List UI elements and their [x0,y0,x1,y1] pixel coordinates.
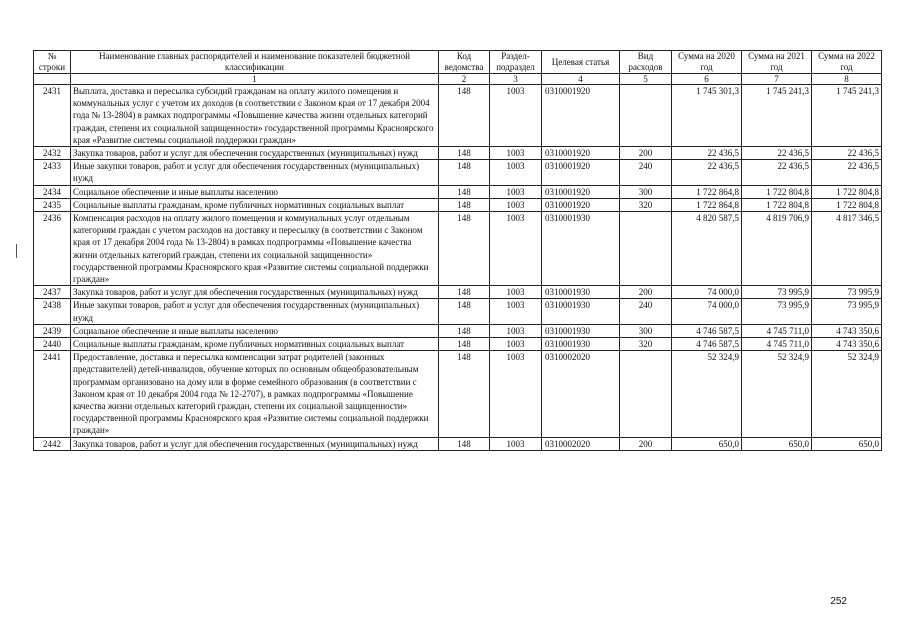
row-dept-code: 148 [439,160,490,185]
row-dept-code: 148 [439,437,490,450]
column-number: 6 [672,74,742,85]
table-row [34,351,882,437]
row-sum-2022: 22 436,5 [812,147,882,160]
row-number: 2436 [34,212,71,286]
row-dept-code: 148 [439,147,490,160]
budget-table [33,50,882,451]
row-sum-2022: 650,0 [812,437,882,450]
row-target-code: 0310001920 [542,198,620,211]
column-number: 5 [620,74,672,85]
row-expense-type [620,351,672,437]
table-row [34,212,882,286]
row-sum-2022: 1 722 804,8 [812,198,882,211]
row-sum-2021: 73 995,9 [742,299,812,324]
row-dept-code: 148 [439,324,490,337]
row-sum-2022: 4 743 350,6 [812,338,882,351]
row-target-code: 0310002020 [542,437,620,450]
row-target-code: 0310002020 [542,351,620,437]
column-number: 3 [490,74,542,85]
row-section-code: 1003 [490,286,542,299]
row-sum-2020: 1 722 864,8 [672,185,742,198]
column-number [34,74,71,85]
row-sum-2021: 4 745 711,0 [742,324,812,337]
header-sum-2020: Сумма на 2020 год [672,51,742,74]
row-sum-2021: 52 324,9 [742,351,812,437]
row-section-code: 1003 [490,198,542,211]
row-sum-2022: 22 436,5 [812,160,882,185]
row-section-code: 1003 [490,324,542,337]
row-expense-type: 300 [620,185,672,198]
row-dept-code: 148 [439,212,490,286]
column-number: 4 [542,74,620,85]
row-name: Иные закупки товаров, работ и услуг для обеспечения государственных (муниципальных) нужд [71,299,439,324]
row-name: Компенсация расходов на оплату жилого помещения и коммунальных услуг отдельным категориям граждан с учетом расходов на доставку и пересылку (в соответствии с Законом края от 17 декабря 2004 года № 13-2804) в рамках подпрограммы «Повышение качества жизни отдельных категорий граждан, степени их социальной защищенности» государственной программы Красноярского края «Развитие системы социальной поддержки граждан» [71,212,439,286]
row-sum-2022: 4 743 350,6 [812,324,882,337]
row-section-code: 1003 [490,338,542,351]
row-expense-type: 200 [620,437,672,450]
budget-table-page [33,50,881,451]
row-sum-2022: 1 745 241,3 [812,85,882,147]
row-sum-2022: 73 995,9 [812,299,882,324]
column-number-row [34,74,882,85]
header-dept: Код ведомства [439,51,490,74]
row-sum-2020: 22 436,5 [672,160,742,185]
row-expense-type: 240 [620,299,672,324]
header-target: Целевая статья [542,51,620,74]
table-row [34,198,882,211]
row-expense-type: 200 [620,147,672,160]
row-name: Закупка товаров, работ и услуг для обеспечения государственных (муниципальных) нужд [71,286,439,299]
row-target-code: 0310001930 [542,324,620,337]
row-expense-type: 320 [620,198,672,211]
row-number: 2437 [34,286,71,299]
column-number: 2 [439,74,490,85]
row-expense-type: 320 [620,338,672,351]
row-dept-code: 148 [439,85,490,147]
row-section-code: 1003 [490,85,542,147]
column-number: 7 [742,74,812,85]
row-name: Выплата, доставка и пересылка субсидий гражданам на оплату жилого помещения и коммунальных услуг с учетом их доходов (в соответствии с Законом края от 17 декабря 2004 года № 13-2804) в рамках подпрограммы «Повышение качества жизни отдельных категорий граждан, степени их социальной защищенности» государственной программы Красноярского края «Развитие системы социальной поддержки граждан» [71,85,439,147]
row-target-code: 0310001930 [542,299,620,324]
row-target-code: 0310001930 [542,212,620,286]
row-expense-type: 240 [620,160,672,185]
row-sum-2020: 650,0 [672,437,742,450]
header-section: Раздел-подраздел [490,51,542,74]
row-name: Закупка товаров, работ и услуг для обеспечения государственных (муниципальных) нужд [71,147,439,160]
row-number: 2442 [34,437,71,450]
row-section-code: 1003 [490,299,542,324]
row-sum-2021: 1 722 804,8 [742,185,812,198]
row-sum-2020: 1 745 301,3 [672,85,742,147]
row-sum-2022: 1 722 804,8 [812,185,882,198]
row-name: Иные закупки товаров, работ и услуг для обеспечения государственных (муниципальных) нужд [71,160,439,185]
row-sum-2022: 52 324,9 [812,351,882,437]
table-row [34,185,882,198]
row-sum-2021: 22 436,5 [742,160,812,185]
row-sum-2020: 4 746 587,5 [672,338,742,351]
row-dept-code: 148 [439,299,490,324]
margin-mark [16,244,17,258]
row-sum-2020: 52 324,9 [672,351,742,437]
row-number: 2434 [34,185,71,198]
row-sum-2021: 650,0 [742,437,812,450]
row-section-code: 1003 [490,147,542,160]
row-section-code: 1003 [490,160,542,185]
row-name: Закупка товаров, работ и услуг для обеспечения государственных (муниципальных) нужд [71,437,439,450]
row-sum-2022: 73 995,9 [812,286,882,299]
row-number: 2441 [34,351,71,437]
row-target-code: 0310001920 [542,160,620,185]
column-number: 1 [71,74,439,85]
row-sum-2020: 1 722 864,8 [672,198,742,211]
row-number: 2438 [34,299,71,324]
row-target-code: 0310001930 [542,286,620,299]
row-dept-code: 148 [439,351,490,437]
table-row [34,286,882,299]
header-row-no: № строки [34,51,71,74]
row-sum-2020: 4 746 587,5 [672,324,742,337]
row-sum-2020: 74 000,0 [672,286,742,299]
table-row [34,338,882,351]
page-number: 252 [830,596,847,607]
row-number: 2433 [34,160,71,185]
header-sum-2021: Сумма на 2021 год [742,51,812,74]
row-section-code: 1003 [490,185,542,198]
table-row [34,85,882,147]
row-number: 2440 [34,338,71,351]
row-sum-2021: 4 819 706,9 [742,212,812,286]
row-sum-2021: 1 745 241,3 [742,85,812,147]
row-target-code: 0310001920 [542,185,620,198]
row-section-code: 1003 [490,437,542,450]
row-target-code: 0310001930 [542,338,620,351]
row-sum-2020: 22 436,5 [672,147,742,160]
row-expense-type [620,212,672,286]
header-sum-2022: Сумма на 2022 год [812,51,882,74]
row-expense-type [620,85,672,147]
column-number: 8 [812,74,882,85]
row-sum-2020: 74 000,0 [672,299,742,324]
row-expense-type: 300 [620,324,672,337]
row-target-code: 0310001920 [542,85,620,147]
row-sum-2021: 1 722 804,8 [742,198,812,211]
row-dept-code: 148 [439,185,490,198]
row-name: Социальные выплаты гражданам, кроме публичных нормативных социальных выплат [71,338,439,351]
row-number: 2431 [34,85,71,147]
row-sum-2021: 22 436,5 [742,147,812,160]
row-name: Социальное обеспечение и иные выплаты населению [71,185,439,198]
row-name: Социальные выплаты гражданам, кроме публичных нормативных социальных выплат [71,198,439,211]
row-number: 2435 [34,198,71,211]
table-row [34,147,882,160]
row-dept-code: 148 [439,338,490,351]
row-section-code: 1003 [490,212,542,286]
table-row [34,299,882,324]
row-name: Предоставление, доставка и пересылка компенсации затрат родителей (законных представителей) детей-инвалидов, обучение которых по основным общеобразовательным программам организовано на дому или в форме семейного образования (в соответствии с Законом края от 10 декабря 2004 года № 12-2707), в рамках подпрограммы «Повышение качества жизни отдельных категорий граждан, степени их социальной защищенности» государственной программы Красноярского края «Развитие системы социальной поддержки граждан» [71,351,439,437]
row-target-code: 0310001920 [542,147,620,160]
header-exp-type: Вид расходов [620,51,672,74]
header-row [34,51,882,74]
row-dept-code: 148 [439,198,490,211]
row-number: 2439 [34,324,71,337]
row-number: 2432 [34,147,71,160]
header-name: Наименование главных распорядителей и наименование показателей бюджетной классификации [71,51,439,74]
row-sum-2020: 4 820 587,5 [672,212,742,286]
row-dept-code: 148 [439,286,490,299]
row-section-code: 1003 [490,351,542,437]
table-row [34,437,882,450]
row-sum-2022: 4 817 346,5 [812,212,882,286]
row-sum-2021: 73 995,9 [742,286,812,299]
row-sum-2021: 4 745 711,0 [742,338,812,351]
row-expense-type: 200 [620,286,672,299]
row-name: Социальное обеспечение и иные выплаты населению [71,324,439,337]
table-row [34,160,882,185]
table-row [34,324,882,337]
